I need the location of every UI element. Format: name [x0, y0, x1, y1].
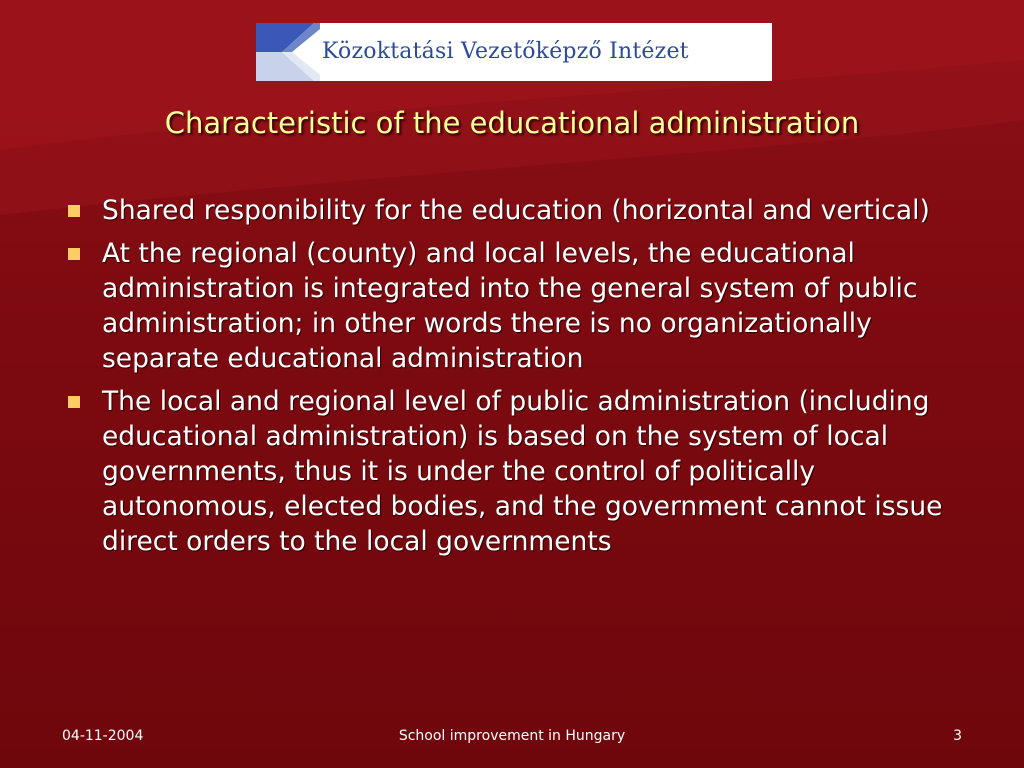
- footer-date: 04-11-2004: [62, 728, 144, 744]
- square-bullet-icon: [68, 205, 80, 217]
- bullet-text: The local and regional level of public administration (including educational administration) is based on the system of local governments, thus it is under the control of politically autonomous, elected bodies, and the government cannot issue direct orders to the local governments: [102, 386, 943, 557]
- bullet-item: [62, 384, 992, 559]
- square-bullet-icon: [68, 248, 80, 260]
- bullet-text: Shared responibility for the education (horizontal and vertical): [102, 195, 930, 226]
- footer-title: School improvement in Hungary: [398, 728, 626, 744]
- bullet-item: [62, 193, 992, 228]
- institute-logo: [256, 23, 772, 81]
- slide-title: Characteristic of the educational administration: [164, 106, 860, 140]
- square-bullet-icon: [68, 396, 80, 408]
- bullet-item: [62, 236, 992, 376]
- bullet-text: At the regional (county) and local levels, the educational administration is integrated into the general system of public administration; in other words there is no organizationally separate educational administration: [102, 238, 918, 374]
- logo-text: Közoktatási Vezetőképző Intézet: [322, 39, 689, 64]
- footer-page-number: 3: [953, 728, 962, 744]
- logo-chevron-icon: [256, 23, 320, 81]
- bullet-list: [62, 193, 992, 567]
